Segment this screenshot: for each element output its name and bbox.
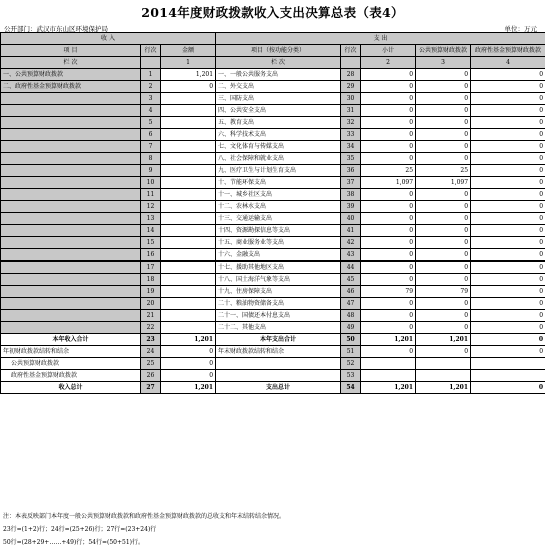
expense-item: 八、社会保障和就业支出	[216, 153, 341, 165]
expense-budget: 0	[416, 322, 471, 334]
expense-fund: 0	[471, 237, 545, 249]
expense-row-no: 38	[341, 189, 361, 201]
expense-subtotal: 1,097	[361, 177, 416, 189]
col-4: 4	[471, 57, 545, 69]
expense-fund: 0	[471, 261, 545, 274]
expense-subtotal: 0	[361, 298, 416, 310]
expense-fund: 0	[471, 69, 545, 81]
expense-fund: 0	[471, 93, 545, 105]
expense-item: 二十、粮油物资储备支出	[216, 298, 341, 310]
expense-fund: 0	[471, 298, 545, 310]
expense-subtotal	[361, 370, 416, 382]
income-row-no: 23	[141, 334, 161, 346]
income-item: 二、政府性基金预算财政拨款	[1, 81, 141, 93]
expense-fund: 0	[471, 201, 545, 213]
expense-fund: 0	[471, 310, 545, 322]
income-item	[1, 129, 141, 141]
expense-row-no: 35	[341, 153, 361, 165]
income-item	[1, 177, 141, 189]
expense-subtotal: 0	[361, 261, 416, 274]
income-amount	[161, 105, 216, 117]
expense-item: 十六、金融支出	[216, 249, 341, 262]
expense-subtotal: 0	[361, 225, 416, 237]
reporting-unit: 公开部门：武汉市东山区环境保护局	[4, 25, 108, 33]
table-row	[1, 153, 545, 165]
expense-item: 二十二、其他支出	[216, 322, 341, 334]
fund-header: 政府性基金预算财政拨款	[471, 45, 545, 57]
expense-subtotal: 0	[361, 141, 416, 153]
table-row	[1, 249, 545, 262]
item-header: 项 目	[1, 45, 141, 57]
expense-item: 十四、资源勘探信息等支出	[216, 225, 341, 237]
income-row-no: 9	[141, 165, 161, 177]
expense-fund: 0	[471, 225, 545, 237]
expense-row-no: 43	[341, 249, 361, 262]
expense-row-no: 52	[341, 358, 361, 370]
expense-subtotal: 0	[361, 81, 416, 93]
expense-row-no: 33	[341, 129, 361, 141]
expense-fund: 0	[471, 165, 545, 177]
subtotal-header: 小计	[361, 45, 416, 57]
income-amount	[161, 249, 216, 262]
income-amount	[161, 225, 216, 237]
expense-subtotal: 0	[361, 69, 416, 81]
expense-item: 十、节能环保支出	[216, 177, 341, 189]
table-row	[1, 298, 545, 310]
expense-fund: 0	[471, 117, 545, 129]
expense-subtotal: 0	[361, 274, 416, 286]
income-header: 收 入	[1, 33, 216, 45]
expense-item: 十二、农林水支出	[216, 201, 341, 213]
expense-budget: 0	[416, 93, 471, 105]
table-row	[1, 69, 545, 81]
expense-budget: 1,201	[416, 382, 471, 394]
page-title: 2014年度财政拨款收入支出决算总表（表4）	[141, 5, 404, 20]
income-row-no: 27	[141, 382, 161, 394]
income-row-no: 13	[141, 213, 161, 225]
expense-budget: 0	[416, 213, 471, 225]
income-amount	[161, 274, 216, 286]
expense-row-no: 29	[341, 81, 361, 93]
expense-row-no: 39	[341, 201, 361, 213]
income-item: 一、公共预算财政拨款	[1, 69, 141, 81]
table-row	[1, 358, 545, 370]
expense-subtotal: 0	[361, 117, 416, 129]
expense-header: 支 出	[216, 33, 545, 45]
expense-item: 三、国防支出	[216, 93, 341, 105]
income-item	[1, 274, 141, 286]
footnotes	[3, 510, 543, 549]
col-3: 3	[416, 57, 471, 69]
table-row	[1, 141, 545, 153]
expense-row-no: 37	[341, 177, 361, 189]
expense-subtotal	[361, 358, 416, 370]
income-row-no: 3	[141, 93, 161, 105]
income-amount	[161, 129, 216, 141]
income-item	[1, 201, 141, 213]
income-row-no: 25	[141, 358, 161, 370]
col-label: 栏 次	[1, 57, 141, 69]
expense-fund: 0	[471, 189, 545, 201]
income-item	[1, 322, 141, 334]
income-row-no: 16	[141, 249, 161, 262]
expense-item	[216, 370, 341, 382]
income-amount	[161, 201, 216, 213]
table-row	[1, 93, 545, 105]
budget-table	[0, 32, 545, 394]
expense-budget	[416, 370, 471, 382]
expense-budget: 1,097	[416, 177, 471, 189]
income-amount: 0	[161, 358, 216, 370]
expense-subtotal: 1,201	[361, 334, 416, 346]
expense-item: 十五、商业服务业等支出	[216, 237, 341, 249]
blank-cell	[141, 57, 161, 69]
expense-fund: 0	[471, 141, 545, 153]
income-item	[1, 165, 141, 177]
income-row-no: 12	[141, 201, 161, 213]
income-row-no: 6	[141, 129, 161, 141]
expense-item: 支出总计	[216, 382, 341, 394]
expense-fund	[471, 358, 545, 370]
table-row	[1, 334, 545, 346]
expense-budget: 0	[416, 225, 471, 237]
expense-subtotal: 0	[361, 189, 416, 201]
expense-row-no: 51	[341, 346, 361, 358]
expense-subtotal: 0	[361, 201, 416, 213]
expense-budget: 0	[416, 129, 471, 141]
expense-item: 十一、城乡社区支出	[216, 189, 341, 201]
row-no2-header: 行次	[341, 45, 361, 57]
expense-fund: 0	[471, 249, 545, 262]
income-amount	[161, 93, 216, 105]
amount-header: 金额	[161, 45, 216, 57]
income-row-no: 8	[141, 153, 161, 165]
section-header-row	[1, 33, 545, 45]
expense-subtotal: 0	[361, 129, 416, 141]
expense-fund: 0	[471, 346, 545, 358]
expense-item: 本年支出合计	[216, 334, 341, 346]
expense-budget: 0	[416, 153, 471, 165]
expense-budget: 25	[416, 165, 471, 177]
income-amount	[161, 213, 216, 225]
income-row-no: 2	[141, 81, 161, 93]
income-item	[1, 153, 141, 165]
income-item	[1, 298, 141, 310]
expense-row-no: 30	[341, 93, 361, 105]
income-item: 年初财政拨款结转和结余	[1, 346, 141, 358]
table-row	[1, 274, 545, 286]
expense-item: 七、文化体育与传媒支出	[216, 141, 341, 153]
expense-item: 一、一般公共服务支出	[216, 69, 341, 81]
expense-subtotal: 0	[361, 213, 416, 225]
income-row-no: 22	[141, 322, 161, 334]
note-line: 50行=(28+29+……+49)行；54行=(50+51)行。	[3, 539, 144, 546]
income-row-no: 26	[141, 370, 161, 382]
expense-subtotal: 25	[361, 165, 416, 177]
expense-item: 四、公共安全支出	[216, 105, 341, 117]
expense-subtotal: 0	[361, 105, 416, 117]
income-row-no: 4	[141, 105, 161, 117]
expense-fund: 0	[471, 334, 545, 346]
expense-item: 九、医疗卫生与计划生育支出	[216, 165, 341, 177]
table-row	[1, 165, 545, 177]
income-amount: 0	[161, 346, 216, 358]
table-row	[1, 225, 545, 237]
expense-fund: 0	[471, 129, 545, 141]
expense-subtotal: 0	[361, 153, 416, 165]
expense-budget: 0	[416, 298, 471, 310]
expense-row-no: 50	[341, 334, 361, 346]
table-row	[1, 177, 545, 189]
table-row	[1, 189, 545, 201]
expense-row-no: 53	[341, 370, 361, 382]
income-amount	[161, 298, 216, 310]
col-2: 2	[361, 57, 416, 69]
income-row-no: 11	[141, 189, 161, 201]
table-row	[1, 213, 545, 225]
expense-item: 二、外交支出	[216, 81, 341, 93]
income-amount	[161, 189, 216, 201]
income-item	[1, 237, 141, 249]
table-row	[1, 201, 545, 213]
expense-fund: 0	[471, 274, 545, 286]
expense-row-no: 42	[341, 237, 361, 249]
col-label-2: 栏 次	[216, 57, 341, 69]
income-row-no: 14	[141, 225, 161, 237]
table-row	[1, 286, 545, 298]
income-amount	[161, 165, 216, 177]
budget-header: 公共预算财政拨款	[416, 45, 471, 57]
income-amount	[161, 141, 216, 153]
expense-subtotal: 0	[361, 93, 416, 105]
note-line: 23行=(1+2)行；24行=(25+26)行；27行=(23+24)行	[3, 526, 157, 533]
expense-budget: 79	[416, 286, 471, 298]
expense-row-no: 40	[341, 213, 361, 225]
expense-budget: 0	[416, 201, 471, 213]
income-row-no: 1	[141, 69, 161, 81]
expense-item: 年末财政拨款结转和结余	[216, 346, 341, 358]
income-amount	[161, 153, 216, 165]
income-row-no: 18	[141, 274, 161, 286]
table-row	[1, 129, 545, 141]
col-1: 1	[161, 57, 216, 69]
income-item	[1, 310, 141, 322]
expense-fund: 0	[471, 177, 545, 189]
income-item: 收入总计	[1, 382, 141, 394]
expense-row-no: 32	[341, 117, 361, 129]
expense-fund: 0	[471, 286, 545, 298]
expense-item: 十八、国土海洋气象等支出	[216, 274, 341, 286]
income-item	[1, 93, 141, 105]
income-item	[1, 249, 141, 262]
income-row-no: 21	[141, 310, 161, 322]
income-item	[1, 286, 141, 298]
income-row-no: 20	[141, 298, 161, 310]
income-amount	[161, 286, 216, 298]
income-amount	[161, 177, 216, 189]
table-row	[1, 81, 545, 93]
income-amount: 1,201	[161, 334, 216, 346]
expense-row-no: 41	[341, 225, 361, 237]
expense-budget: 0	[416, 346, 471, 358]
expense-row-no: 44	[341, 261, 361, 274]
expense-row-no: 45	[341, 274, 361, 286]
table-row	[1, 322, 545, 334]
income-item: 政府性基金预算财政拨款	[1, 370, 141, 382]
expense-item: 六、科学技术支出	[216, 129, 341, 141]
income-row-no: 19	[141, 286, 161, 298]
expense-subtotal: 0	[361, 346, 416, 358]
expense-budget: 0	[416, 237, 471, 249]
expense-row-no: 46	[341, 286, 361, 298]
income-amount: 1,201	[161, 69, 216, 81]
expense-fund: 0	[471, 322, 545, 334]
row-no-header: 行次	[141, 45, 161, 57]
table-row	[1, 237, 545, 249]
expense-item: 十三、交通运输支出	[216, 213, 341, 225]
note-line: 注：本表反映部门本年度一般公共预算财政拨款和政府性基金预算财政拨款的总收支和年末结转结余情况。	[3, 513, 286, 520]
expense-subtotal: 79	[361, 286, 416, 298]
table-row	[1, 382, 545, 394]
table-row	[1, 346, 545, 358]
income-item	[1, 141, 141, 153]
income-item	[1, 261, 141, 274]
table-row	[1, 310, 545, 322]
table-row	[1, 117, 545, 129]
table-row	[1, 105, 545, 117]
income-item: 公共预算财政拨款	[1, 358, 141, 370]
income-amount: 0	[161, 81, 216, 93]
income-row-no: 5	[141, 117, 161, 129]
income-amount	[161, 261, 216, 274]
expense-fund: 0	[471, 382, 545, 394]
income-row-no: 15	[141, 237, 161, 249]
expense-row-no: 47	[341, 298, 361, 310]
expense-row-no: 49	[341, 322, 361, 334]
expense-budget: 0	[416, 81, 471, 93]
expense-budget: 0	[416, 189, 471, 201]
currency-unit: 单位：万元	[504, 25, 537, 33]
income-item	[1, 105, 141, 117]
expense-row-no: 54	[341, 382, 361, 394]
expense-budget: 0	[416, 105, 471, 117]
expense-budget: 1,201	[416, 334, 471, 346]
expense-subtotal: 0	[361, 237, 416, 249]
table-row	[1, 261, 545, 274]
table-row	[1, 370, 545, 382]
expense-subtotal: 0	[361, 249, 416, 262]
expense-row-no: 48	[341, 310, 361, 322]
expense-item: 十七、援助其他地区支出	[216, 261, 341, 274]
expense-fund: 0	[471, 213, 545, 225]
income-item: 本年收入合计	[1, 334, 141, 346]
income-amount	[161, 117, 216, 129]
income-item	[1, 225, 141, 237]
expense-budget: 0	[416, 249, 471, 262]
column-header-row	[1, 45, 545, 57]
expense-budget	[416, 358, 471, 370]
expense-budget: 0	[416, 310, 471, 322]
income-item	[1, 117, 141, 129]
income-row-no: 7	[141, 141, 161, 153]
income-amount: 0	[161, 370, 216, 382]
expense-item: 十九、住房保障支出	[216, 286, 341, 298]
expense-fund: 0	[471, 153, 545, 165]
expense-budget: 0	[416, 274, 471, 286]
expense-budget: 0	[416, 261, 471, 274]
expense-fund: 0	[471, 105, 545, 117]
income-item	[1, 213, 141, 225]
expense-fund: 0	[471, 81, 545, 93]
expense-fund	[471, 370, 545, 382]
expense-item: 五、教育支出	[216, 117, 341, 129]
expense-budget: 0	[416, 69, 471, 81]
expense-row-no: 34	[341, 141, 361, 153]
expense-row-no: 36	[341, 165, 361, 177]
expense-row-no: 31	[341, 105, 361, 117]
expense-item	[216, 358, 341, 370]
income-row-no: 17	[141, 261, 161, 274]
expense-row-no: 28	[341, 69, 361, 81]
income-amount	[161, 310, 216, 322]
income-amount: 1,201	[161, 382, 216, 394]
expense-subtotal: 1,201	[361, 382, 416, 394]
expense-budget: 0	[416, 141, 471, 153]
income-row-no: 10	[141, 177, 161, 189]
expense-subtotal: 0	[361, 322, 416, 334]
column-index-row	[1, 57, 545, 69]
expense-item: 二十一、国债还本付息支出	[216, 310, 341, 322]
income-amount	[161, 322, 216, 334]
func-item-header: 项目（按功能分类）	[216, 45, 341, 57]
income-row-no: 24	[141, 346, 161, 358]
income-item	[1, 189, 141, 201]
blank-cell	[341, 57, 361, 69]
expense-budget: 0	[416, 117, 471, 129]
income-amount	[161, 237, 216, 249]
expense-subtotal: 0	[361, 310, 416, 322]
